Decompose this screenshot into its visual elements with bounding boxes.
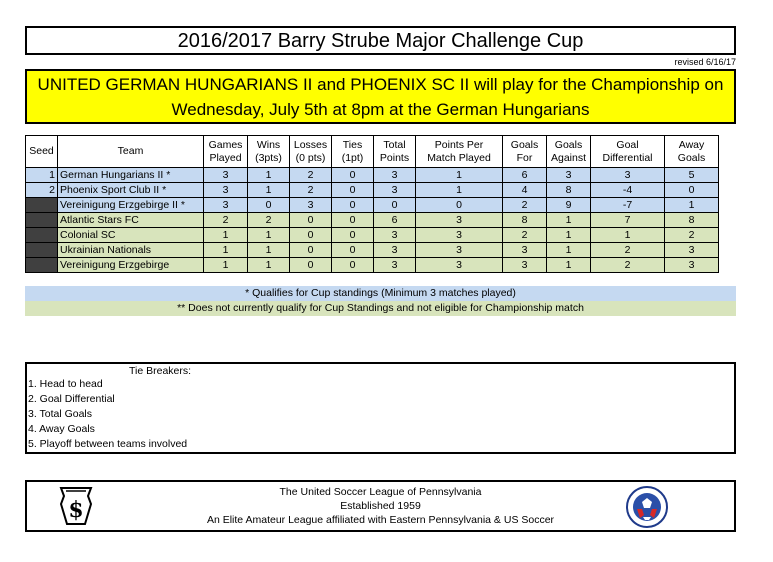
goal-diff-cell: 2 [591, 243, 665, 258]
games-played-cell: 2 [204, 213, 248, 228]
games-played-cell: 3 [204, 198, 248, 213]
list-item: 2. Goal Differential [28, 393, 115, 405]
list-item: 1. Head to head [28, 378, 103, 390]
table-row [26, 258, 719, 273]
header-games-played: Games Played [204, 136, 248, 168]
ties-cell: 0 [332, 198, 374, 213]
ppm-cell: 3 [416, 258, 503, 273]
losses-cell: 0 [290, 258, 332, 273]
header-goal-differential: Goal Differential [591, 136, 665, 168]
header-away-goals: Away Goals [665, 136, 719, 168]
ties-cell: 0 [332, 228, 374, 243]
table-row [26, 168, 719, 183]
tiebreakers-list [28, 377, 187, 452]
goal-diff-cell: 1 [591, 228, 665, 243]
ppm-cell: 3 [416, 228, 503, 243]
away-goals-cell: 3 [665, 243, 719, 258]
away-goals-cell: 8 [665, 213, 719, 228]
points-cell: 6 [374, 213, 416, 228]
footer-affiliation: An Elite Amateur League affiliated with Eastern Pennsylvania & US Soccer [206, 514, 555, 526]
page-title: 2016/2017 Barry Strube Major Challenge Cup [25, 26, 736, 55]
team-cell: Phoenix Sport Club II * [58, 183, 204, 198]
wins-cell: 2 [248, 213, 290, 228]
ppm-cell: 3 [416, 213, 503, 228]
games-played-cell: 1 [204, 243, 248, 258]
list-item: 5. Playoff between teams involved [28, 438, 188, 450]
qualify-note: * Qualifies for Cup standings (Minimum 3 matches played) [25, 286, 736, 301]
table-row [26, 183, 719, 198]
losses-cell: 0 [290, 213, 332, 228]
goals-against-cell: 1 [547, 213, 591, 228]
ppm-cell: 3 [416, 243, 503, 258]
points-cell: 3 [374, 228, 416, 243]
team-cell: Vereinigung Erzgebirge [58, 258, 204, 273]
championship-banner [25, 69, 736, 124]
losses-cell: 0 [290, 228, 332, 243]
seed-cell: 1 [26, 168, 58, 183]
footer-league-name: The United Soccer League of Pennsylvania [279, 486, 482, 498]
revised-date: revised 6/16/17 [674, 57, 736, 67]
away-goals-cell: 5 [665, 168, 719, 183]
goals-against-cell: 1 [547, 258, 591, 273]
games-played-cell: 3 [204, 168, 248, 183]
tiebreakers-box [25, 362, 736, 454]
ppm-cell: 0 [416, 198, 503, 213]
goal-diff-cell: 2 [591, 258, 665, 273]
ties-cell: 0 [332, 258, 374, 273]
goals-against-cell: 1 [547, 228, 591, 243]
ties-cell: 0 [332, 183, 374, 198]
ties-cell: 0 [332, 213, 374, 228]
header-points-per-match: Points Per Match Played [416, 136, 503, 168]
banner-line-1: UNITED GERMAN HUNGARIANS II and PHOENIX SC II will play for the Championship on [37, 75, 724, 94]
tiebreakers-title: Tie Breakers: [129, 365, 192, 377]
wins-cell: 1 [248, 228, 290, 243]
table-row [26, 228, 719, 243]
table-row [26, 198, 719, 213]
seed-cell [26, 228, 58, 243]
points-cell: 3 [374, 258, 416, 273]
games-played-cell: 1 [204, 258, 248, 273]
banner-line-2: Wednesday, July 5th at 8pm at the German Hungarians [171, 100, 590, 119]
header-ties: Ties (1pt) [332, 136, 374, 168]
ppm-cell: 1 [416, 183, 503, 198]
footer-established: Established 1959 [340, 500, 421, 512]
goals-against-cell: 3 [547, 168, 591, 183]
losses-cell: 3 [290, 198, 332, 213]
away-goals-cell: 1 [665, 198, 719, 213]
team-cell: Vereinigung Erzgebirge II * [58, 198, 204, 213]
wins-cell: 1 [248, 183, 290, 198]
table-row [26, 213, 719, 228]
footer [25, 480, 736, 532]
header-goals-for: Goals For [503, 136, 547, 168]
header-team: Team [58, 136, 204, 168]
header-losses: Losses (0 pts) [290, 136, 332, 168]
wins-cell: 1 [248, 168, 290, 183]
goal-diff-cell: 3 [591, 168, 665, 183]
seed-cell [26, 258, 58, 273]
header-goals-against: Goals Against [547, 136, 591, 168]
wins-cell: 1 [248, 243, 290, 258]
goals-for-cell: 3 [503, 243, 547, 258]
away-goals-cell: 3 [665, 258, 719, 273]
list-item: 3. Total Goals [28, 408, 93, 420]
goal-diff-cell: 7 [591, 213, 665, 228]
ties-cell: 0 [332, 168, 374, 183]
losses-cell: 0 [290, 243, 332, 258]
team-cell: German Hungarians II * [58, 168, 204, 183]
losses-cell: 2 [290, 183, 332, 198]
ties-cell: 0 [332, 243, 374, 258]
goals-for-cell: 4 [503, 183, 547, 198]
goals-for-cell: 2 [503, 228, 547, 243]
table-row [26, 243, 719, 258]
not-qualify-note: ** Does not currently qualify for Cup Standings and not eligible for Championship match [25, 301, 736, 316]
list-item: 4. Away Goals [28, 423, 95, 435]
goals-against-cell: 1 [547, 243, 591, 258]
goals-for-cell: 3 [503, 258, 547, 273]
points-cell: 3 [374, 168, 416, 183]
goals-against-cell: 9 [547, 198, 591, 213]
table-header-row [26, 136, 719, 168]
svg-text:$: $ [68, 497, 84, 523]
seed-cell [26, 243, 58, 258]
goals-against-cell: 8 [547, 183, 591, 198]
games-played-cell: 1 [204, 228, 248, 243]
goals-for-cell: 6 [503, 168, 547, 183]
header-wins: Wins (3pts) [248, 136, 290, 168]
standings-table [25, 135, 719, 273]
header-seed: Seed [26, 136, 58, 168]
team-cell: Atlantic Stars FC [58, 213, 204, 228]
seed-cell [26, 198, 58, 213]
goal-diff-cell: -7 [591, 198, 665, 213]
goals-for-cell: 8 [503, 213, 547, 228]
points-cell: 0 [374, 198, 416, 213]
soccer-ball-logo-icon [625, 485, 669, 529]
seed-cell: 2 [26, 183, 58, 198]
away-goals-cell: 2 [665, 228, 719, 243]
points-cell: 3 [374, 243, 416, 258]
away-goals-cell: 0 [665, 183, 719, 198]
wins-cell: 0 [248, 198, 290, 213]
games-played-cell: 3 [204, 183, 248, 198]
losses-cell: 2 [290, 168, 332, 183]
points-cell: 3 [374, 183, 416, 198]
wins-cell: 1 [248, 258, 290, 273]
team-cell: Ukrainian Nationals [58, 243, 204, 258]
header-total-points: Total Points [374, 136, 416, 168]
goals-for-cell: 2 [503, 198, 547, 213]
ppm-cell: 1 [416, 168, 503, 183]
goal-diff-cell: -4 [591, 183, 665, 198]
seed-cell [26, 213, 58, 228]
team-cell: Colonial SC [58, 228, 204, 243]
